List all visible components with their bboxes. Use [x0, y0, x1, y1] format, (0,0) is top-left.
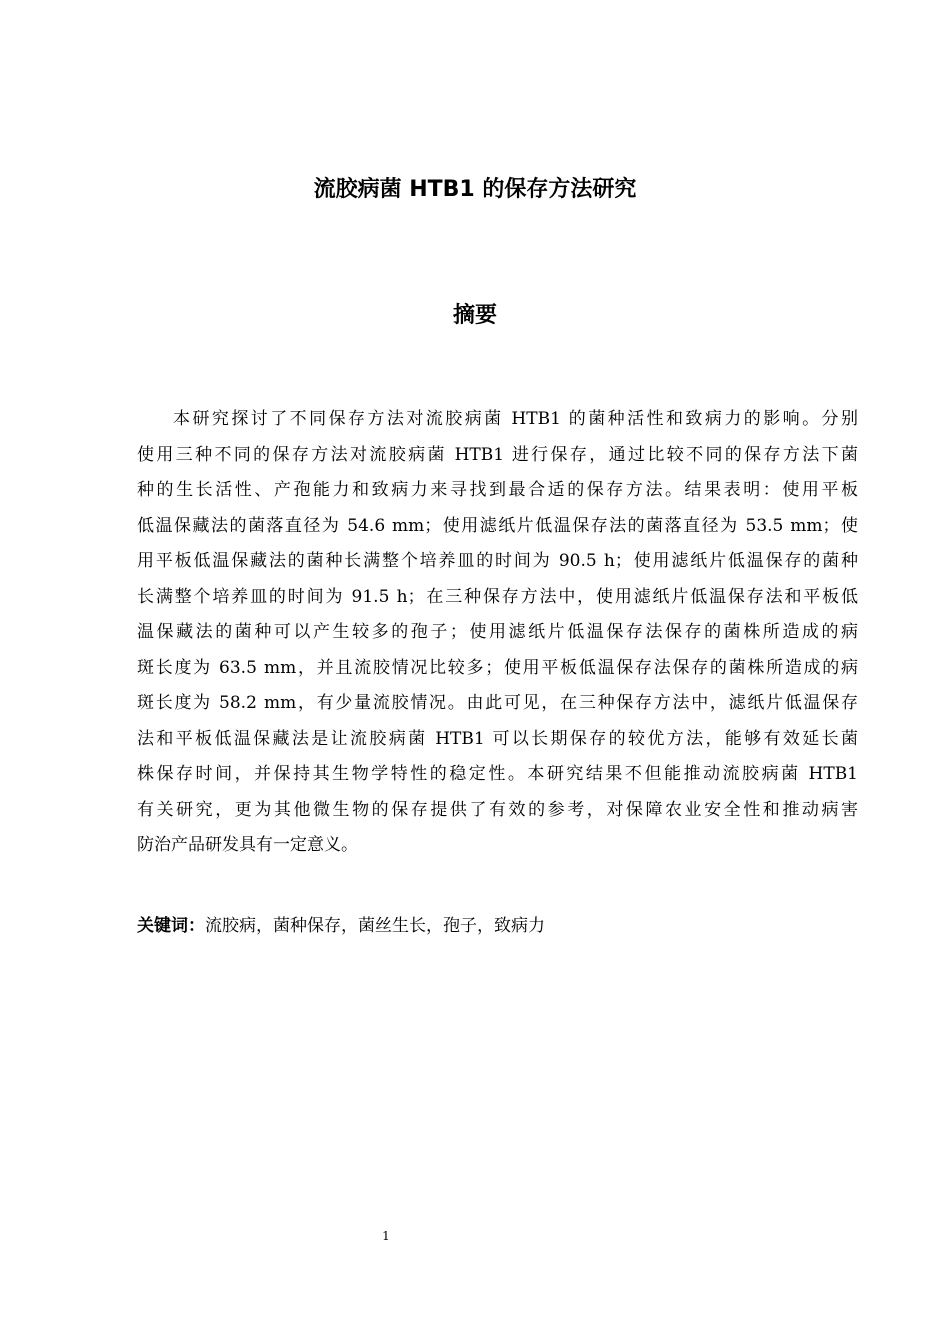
abstract-line: 温保藏法的菌种可以产生较多的孢子；使用滤纸片低温保存法保存的菌株所造成的病	[137, 622, 858, 642]
abstract-line: 斑长度为 63.5 mm，并且流胶情况比较多；使用平板低温保存法保存的菌株所造成的病	[137, 657, 858, 678]
abstract-line: 种的生长活性、产孢能力和致病力来寻找到最合适的保存方法。结果表明：使用平板	[137, 480, 858, 500]
abstract-line: 用平板低温保藏法的菌种长满整个培养皿的时间为 90.5 h；使用滤纸片低温保存的菌种	[137, 551, 858, 571]
paper-title: 流胶病菌 HTB1 的保存方法研究	[313, 177, 637, 202]
keywords-text: 流胶病，菌种保存，菌丝生长，孢子，致病力	[205, 916, 545, 936]
abstract-line: 本研究探讨了不同保存方法对流胶病菌 HTB1 的菌种活性和致病力的影响。分别	[173, 409, 858, 429]
abstract-line: 防治产品研发具有一定意义。	[137, 835, 358, 855]
abstract-line: 株保存时间，并保持其生物学特性的稳定性。本研究结果不但能推动流胶病菌 HTB1	[137, 764, 858, 784]
abstract-line: 使用三种不同的保存方法对流胶病菌 HTB1 进行保存，通过比较不同的保存方法下菌	[137, 444, 858, 465]
abstract-line: 有关研究，更为其他微生物的保存提供了有效的参考，对保障农业安全性和推动病害	[137, 799, 858, 820]
keywords-label: 关键词：	[137, 916, 205, 936]
abstract-heading: 摘要	[452, 303, 497, 328]
abstract-line: 法和平板低温保藏法是让流胶病菌 HTB1 可以长期保存的较优方法，能够有效延长菌	[137, 728, 858, 749]
keywords	[137, 909, 858, 945]
abstract-body	[137, 402, 858, 864]
page-number: 1	[382, 1229, 390, 1243]
abstract-line: 低温保藏法的菌落直径为 54.6 mm；使用滤纸片低温保存法的菌落直径为 53.5 mm；使	[137, 515, 858, 536]
abstract-line: 斑长度为 58.2 mm，有少量流胶情况。由此可见，在三种保存方法中，滤纸片低温保存	[137, 693, 858, 713]
abstract-line: 长满整个培养皿的时间为 91.5 h；在三种保存方法中，使用滤纸片低温保存法和平板低	[137, 586, 858, 607]
